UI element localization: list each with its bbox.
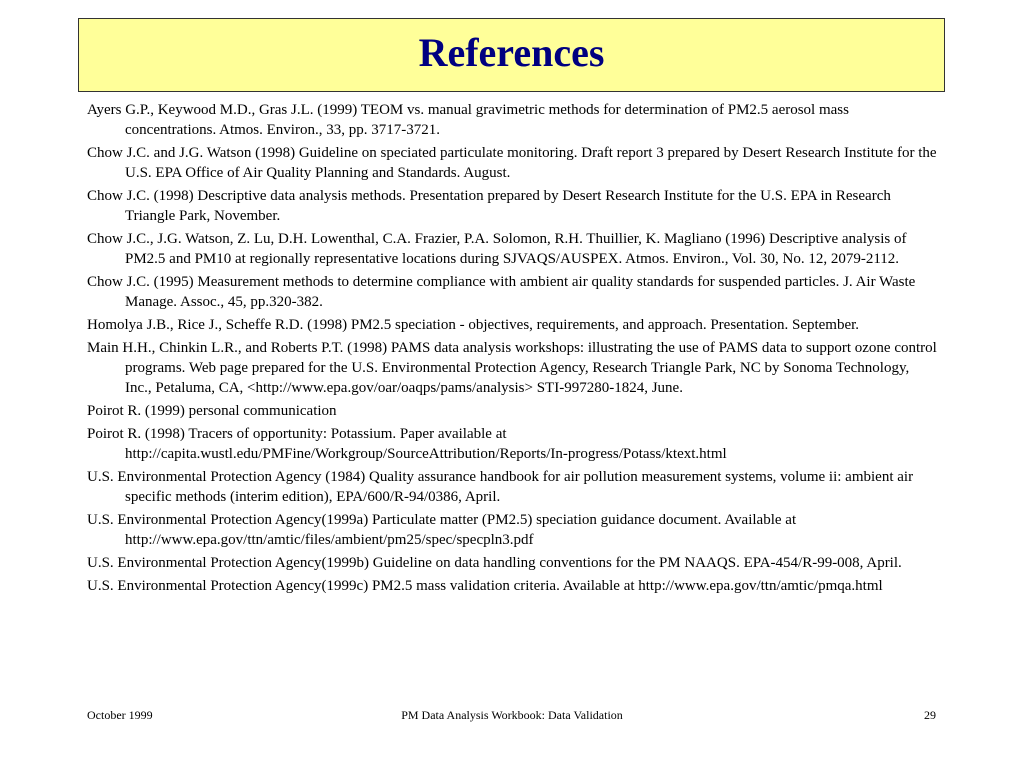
reference-item: Poirot R. (1999) personal communication bbox=[87, 403, 337, 419]
reference-item: Ayers G.P., Keywood M.D., Gras J.L. (1999) TEOM vs. manual gravimetric methods for determination of PM2.5 aerosol mass concentrations. Atmos. Environ., 33, pp. 3717-3721. bbox=[87, 102, 849, 138]
reference-item: U.S. Environmental Protection Agency (1984) Quality assurance handbook for air pollution measurement systems, volume ii: ambient air specific methods (interim edition), EPA/600/R-94/0386, April. bbox=[87, 469, 914, 505]
footer-title: PM Data Analysis Workbook: Data Validation bbox=[401, 708, 623, 722]
slide-title: References bbox=[418, 30, 605, 75]
slide-footer bbox=[0, 707, 1024, 723]
reference-item: Chow J.C. and J.G. Watson (1998) Guideline on speciated particulate monitoring. Draft report 3 prepared by Desert Research Institute for the U.S. EPA Office of Air Quality Planning and Standards. August. bbox=[87, 145, 937, 181]
reference-item: U.S. Environmental Protection Agency(1999c) PM2.5 mass validation criteria. Available at http://www.epa.gov/ttn/amtic/pmqa.html bbox=[87, 578, 883, 594]
reference-list bbox=[87, 100, 937, 599]
reference-item: Chow J.C. (1998) Descriptive data analysis methods. Presentation prepared by Desert Research Institute for the U.S. EPA in Research Triangle Park, November. bbox=[87, 188, 891, 224]
reference-item: U.S. Environmental Protection Agency(1999b) Guideline on data handling conventions for the PM NAAQS. EPA-454/R-99-008, April. bbox=[87, 555, 902, 571]
reference-item: Chow J.C., J.G. Watson, Z. Lu, D.H. Lowenthal, C.A. Frazier, P.A. Solomon, R.H. Thuillier, K. Magliano (1996) Descriptive analysis of PM2.5 and PM10 at regionally representative locations during SJVAQS/AUSPEX. Atmos. Environ., Vol. 30, No. 12, 2079-2112. bbox=[87, 231, 907, 267]
footer-date: October 1999 bbox=[87, 708, 153, 722]
reference-item: Poirot R. (1998) Tracers of opportunity: Potassium. Paper available at http://capita.wustl.edu/PMFine/Workgroup/SourceAttribution/Reports/In-progress/Potass/ktext.html bbox=[87, 426, 727, 462]
reference-item: U.S. Environmental Protection Agency(1999a) Particulate matter (PM2.5) speciation guidance document. Available at http://www.epa.gov/ttn/amtic/files/ambient/pm25/spec/specpln3.pdf bbox=[87, 512, 797, 548]
page-number: 29 bbox=[924, 708, 936, 722]
reference-item: Main H.H., Chinkin L.R., and Roberts P.T. (1998) PAMS data analysis workshops: illustrating the use of PAMS data to support ozone control programs. Web page prepared for the U.S. Environmental Protection Agency, Research Triangle Park, NC by Sonoma Technology, Inc., Petaluma, CA, <http://www.epa.gov/oar/oaqps/pams/analysis> STI-997280-1824, June. bbox=[87, 340, 937, 396]
reference-item: Chow J.C. (1995) Measurement methods to determine compliance with ambient air quality standards for suspended particles. J. Air Waste Manage. Assoc., 45, pp.320-382. bbox=[87, 274, 916, 310]
reference-item: Homolya J.B., Rice J., Scheffe R.D. (1998) PM2.5 speciation - objectives, requirements, and approach. Presentation. September. bbox=[87, 317, 860, 333]
title-banner bbox=[78, 18, 945, 92]
